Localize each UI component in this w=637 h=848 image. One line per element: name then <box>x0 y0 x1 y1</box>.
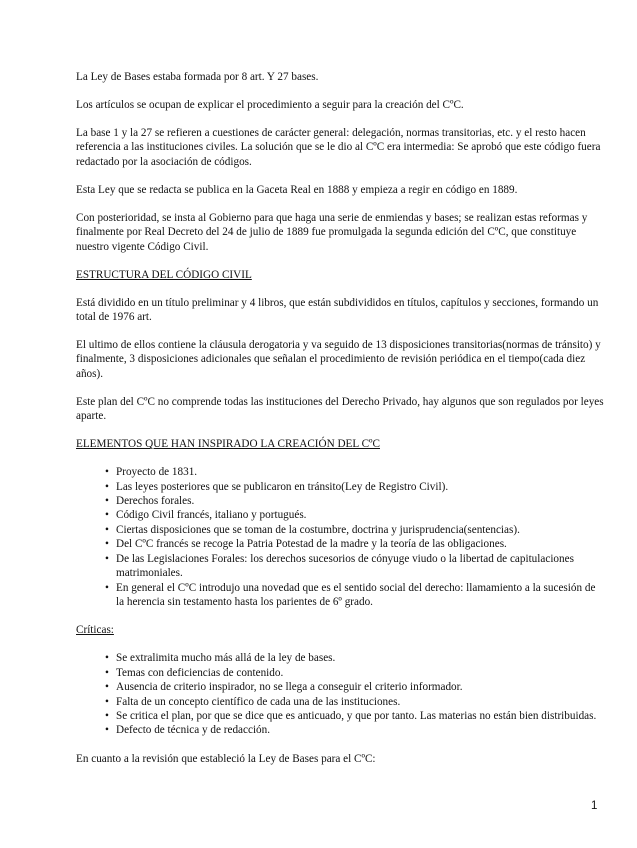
estructura-paragraph-1: Está dividido en un título preliminar y 4 libros, que están subdivididos en títulos, capítulos y secciones, formando un total de 1976 art. <box>76 296 599 324</box>
list-item: • Temas con deficiencias de contenido. <box>116 666 606 680</box>
criticas-list <box>76 651 606 737</box>
estructura-paragraph-3: Este plan del CºC no comprende todas las instituciones del Derecho Privado, hay algunos que son regulados por leyes aparte. <box>76 395 604 423</box>
intro-paragraph-3: La base 1 y la 27 se refieren a cuestiones de carácter general: delegación, normas transitorias, etc. y el resto hacen referencia a las instituciones civiles. La solución que se le dio al CºC era intermedia: Se aprobó que este código fuera redactado por la asociación de códigos. <box>76 127 601 168</box>
list-item: • En general el CºC introdujo una novedad que es el sentido social del derecho: llamamiento a la sucesión de la herencia sin testamento hasta los parientes de 6º grado. <box>116 581 606 610</box>
list-item: • Se critica el plan, por que se dice que es anticuado, y que por tanto. Las materias no están bien distribuidas. <box>116 709 606 723</box>
intro-paragraph-1: La Ley de Bases estaba formada por 8 art. Y 27 bases. <box>76 71 319 83</box>
list-item: • Las leyes posteriores que se publicaron en tránsito(Ley de Registro Civil). <box>116 480 606 494</box>
list-item: • Ausencia de criterio inspirador, no se llega a conseguir el criterio informador. <box>116 680 606 694</box>
list-item: • Derechos forales. <box>116 494 606 508</box>
heading-estructura: ESTRUCTURA DEL CÓDIGO CIVIL <box>76 268 252 281</box>
page-number: 1 <box>591 800 598 812</box>
list-item: • Falta de un concepto científico de cada una de las instituciones. <box>116 695 606 709</box>
heading-criticas: Críticas: <box>76 624 114 637</box>
intro-paragraph-4: Esta Ley que se redacta se publica en la Gaceta Real en 1888 y empieza a regir en código en 1889. <box>76 183 518 196</box>
document-body <box>76 70 606 780</box>
estructura-paragraph-2: El ultimo de ellos contiene la cláusula derogatoria y va seguido de 13 disposiciones transitorias(normas de tránsito) y finalmente, 3 disposiciones adicionales que señalan el procedimiento de revisión periódica en el tiempo(cada diez años). <box>76 339 601 380</box>
list-item: • Del CºC francés se recoge la Patria Potestad de la madre y la teoría de las obligaciones. <box>116 537 606 551</box>
elementos-list <box>76 465 606 609</box>
list-item: • Ciertas disposiciones que se toman de la costumbre, doctrina y jurisprudencia(sentencias). <box>116 523 606 537</box>
list-item: • De las Legislaciones Forales: los derechos sucesorios de cónyuge viudo o la libertad de capitulaciones matrimoniales. <box>116 552 606 581</box>
heading-elementos: ELEMENTOS QUE HAN INSPIRADO LA CREACIÓN DEL CºC <box>76 438 380 451</box>
intro-paragraph-2: Los artículos se ocupan de explicar el procedimiento a seguir para la creación del CºC. <box>76 99 464 111</box>
list-item: • Código Civil francés, italiano y portugués. <box>116 508 606 522</box>
list-item: • Defecto de técnica y de redacción. <box>116 723 606 737</box>
closing-paragraph: En cuanto a la revisión que estableció la Ley de Bases para el CºC: <box>76 752 376 765</box>
list-item: • Se extralimita mucho más allá de la ley de bases. <box>116 651 606 665</box>
list-item: • Proyecto de 1831. <box>116 465 606 479</box>
intro-paragraph-5: Con posterioridad, se insta al Gobierno para que haga una serie de enmiendas y bases; se realizan estas reformas y finalmente por Real Decreto del 24 de julio de 1889 fue promulgada la segunda edición del CºC, que constituye nuestro vigente Código Civil. <box>76 211 588 253</box>
